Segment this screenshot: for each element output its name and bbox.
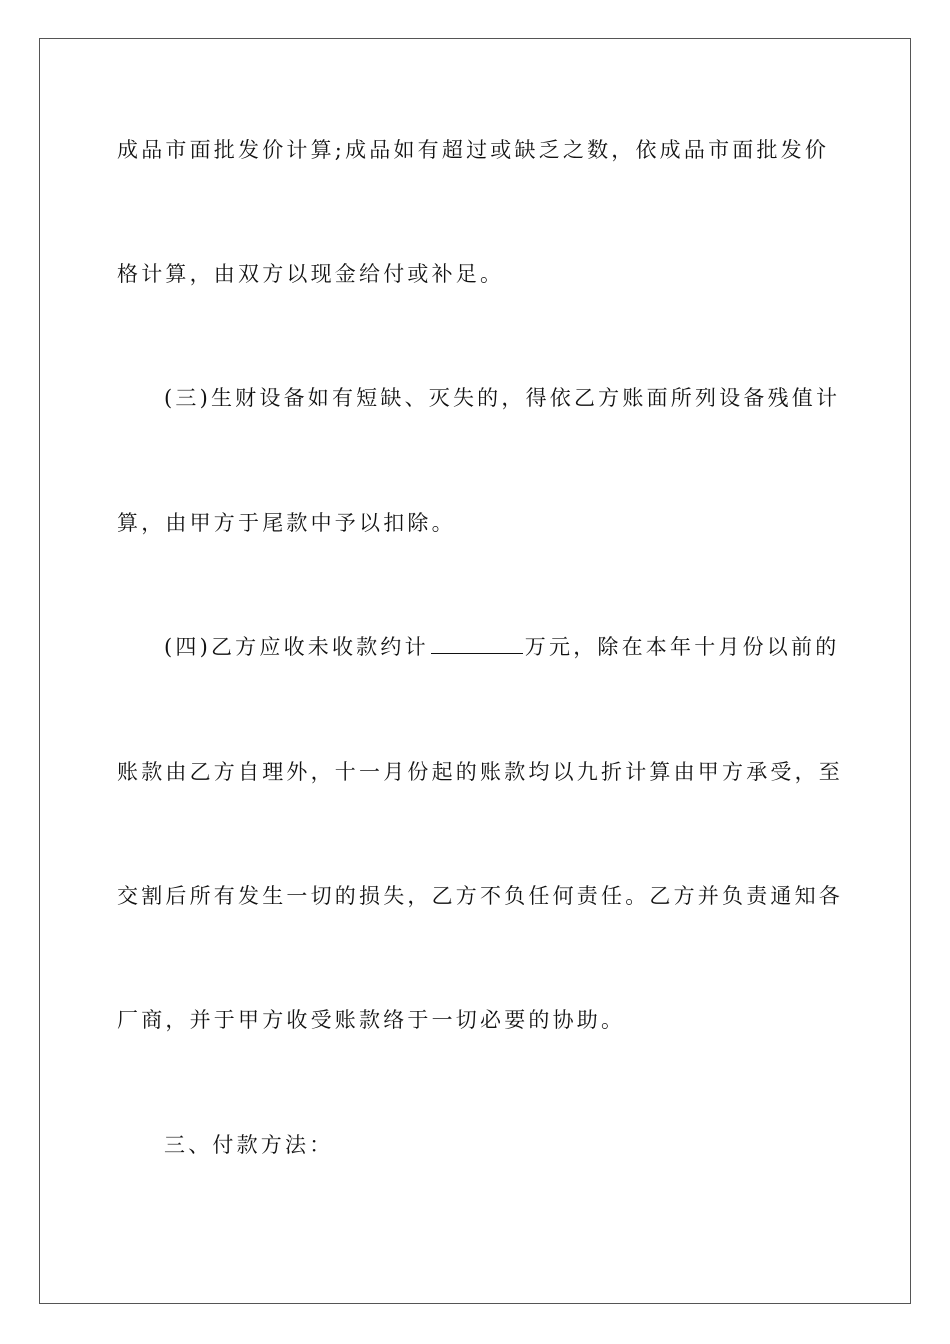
- paragraph-line-1: 成品市面批发价计算;成品如有超过或缺乏之数，依成品市面批发价: [117, 138, 830, 162]
- amount-blank: [431, 635, 523, 654]
- item-4-text-before-blank: (四)乙方应收未收款约计: [164, 635, 429, 659]
- paragraph-line-2: 格计算，由双方以现金给付或补足。: [117, 262, 505, 286]
- item-4-line-4: 厂商，并于甲方收受账款络于一切必要的协助。: [117, 1008, 626, 1032]
- page-border: [39, 38, 911, 1304]
- item-4-line-2: 账款由乙方自理外，十一月份起的账款均以九折计算由甲方承受，至: [117, 760, 843, 784]
- item-4-line-3: 交割后所有发生一切的损失，乙方不负任何责任。乙方并负责通知各: [117, 884, 843, 908]
- item-3-line-1: (三)生财设备如有短缺、灭失的，得依乙方账面所列设备残值计: [164, 386, 841, 410]
- item-3-line-2: 算，由甲方于尾款中予以扣除。: [117, 511, 456, 535]
- item-4-line-1: [164, 632, 884, 662]
- item-4-text-after-blank: 万元，除在本年十月份以前的: [524, 635, 840, 659]
- section-heading-payment-method: 三、付款方法：: [164, 1133, 334, 1157]
